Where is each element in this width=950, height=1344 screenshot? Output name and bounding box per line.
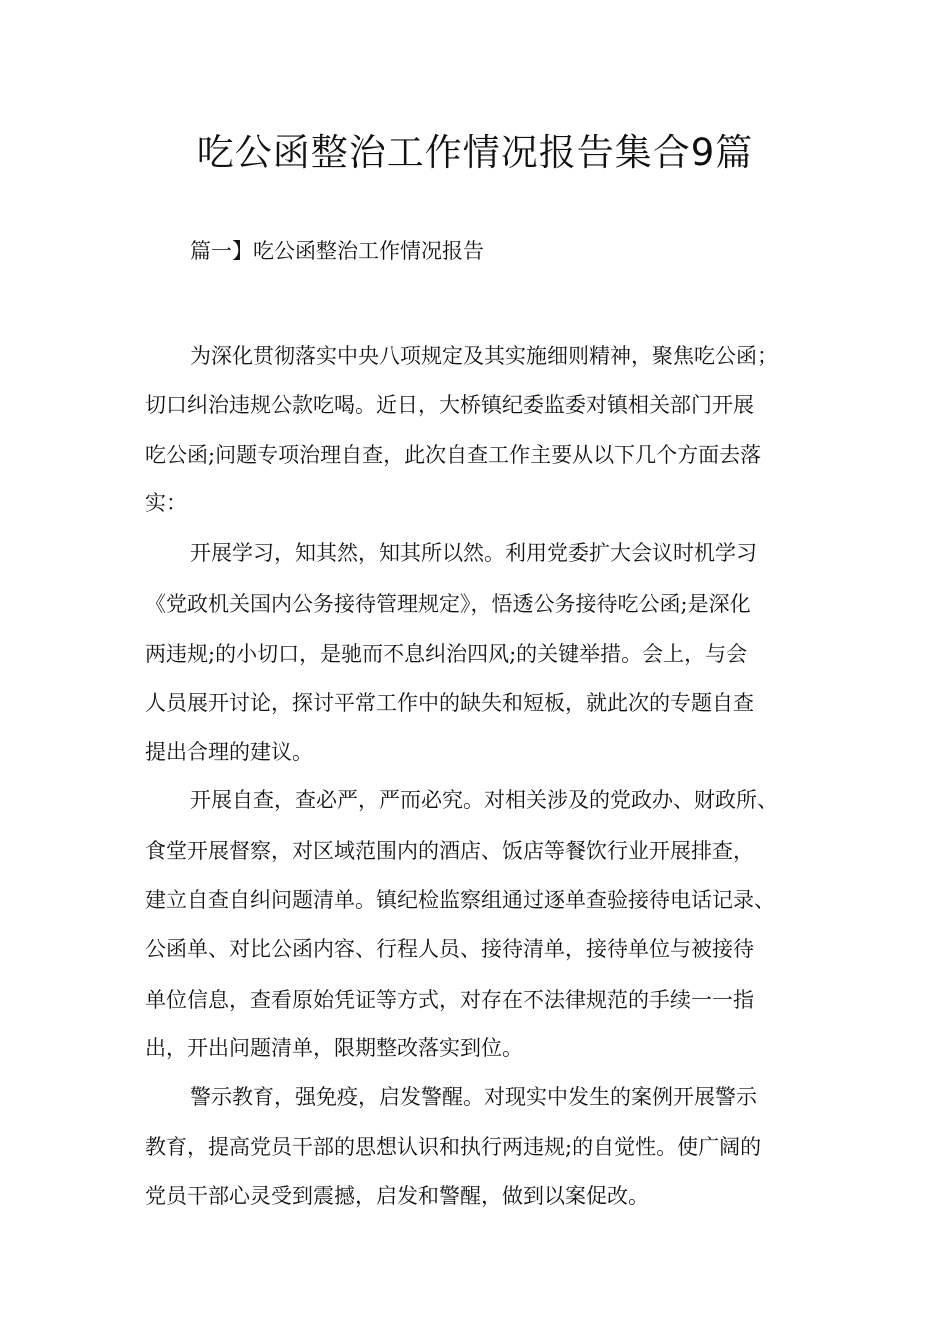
- paragraph-line: 开展自查，查必严，严而必究。对相关涉及的党政办、财政所、: [190, 788, 778, 812]
- paragraph-line: 食堂开展督察，对区域范围内的酒店、饭店等餐饮行业开展排查，: [145, 839, 754, 863]
- paragraph-line: 吃公函;问题专项治理自查，此次自查工作主要从以下几个方面去落: [145, 443, 762, 467]
- paragraph-line: 教育，提高党员干部的思想认识和执行两违规;的自觉性。使广阔的: [145, 1135, 762, 1159]
- paragraph-line: 为深化贯彻落实中央八项规定及其实施细则精神，聚焦吃公函；: [190, 344, 778, 368]
- paragraph-line: 单位信息，查看原始凭证等方式，对存在不法律规范的手续一一指: [145, 988, 754, 1012]
- section-heading: 篇一】吃公函整治工作情况报告: [190, 239, 484, 263]
- paragraph-line: 切口纠治违规公款吃喝。近日，大桥镇纪委监委对镇相关部门开展: [145, 393, 754, 417]
- paragraph-line: 公函单、对比公函内容、行程人员、接待清单，接待单位与被接待: [145, 937, 754, 961]
- paragraph-line: 警示教育，强免疫，启发警醒。对现实中发生的案例开展警示: [190, 1085, 757, 1109]
- paragraph-line: 开展学习，知其然，知其所以然。利用党委扩大会议时机学习: [190, 541, 757, 565]
- paragraph-line: 提出合理的建议。: [145, 740, 313, 764]
- paragraph-line: 《党政机关国内公务接待管理规定》，悟透公务接待吃公函;是深化: [145, 592, 751, 616]
- paragraph-line: 出，开出问题清单，限期整改落实到位。: [145, 1036, 523, 1060]
- paragraph-line: 党员干部心灵受到震撼，启发和警醒，做到以案促改。: [145, 1184, 649, 1208]
- paragraph-line: 两违规;的小切口，是驰而不息纠治四风;的关键举措。会上，与会: [145, 642, 748, 666]
- paragraph-line: 人员展开讨论，探讨平常工作中的缺失和短板，就此次的专题自查: [145, 691, 754, 715]
- paragraph-line: 实：: [145, 491, 187, 515]
- paragraph-line: 建立自查自纠问题清单。镇纪检监察组通过逐单查验接待电话记录、: [145, 888, 775, 912]
- document-title: 吃公函整治工作情况报告集合9篇: [196, 131, 754, 174]
